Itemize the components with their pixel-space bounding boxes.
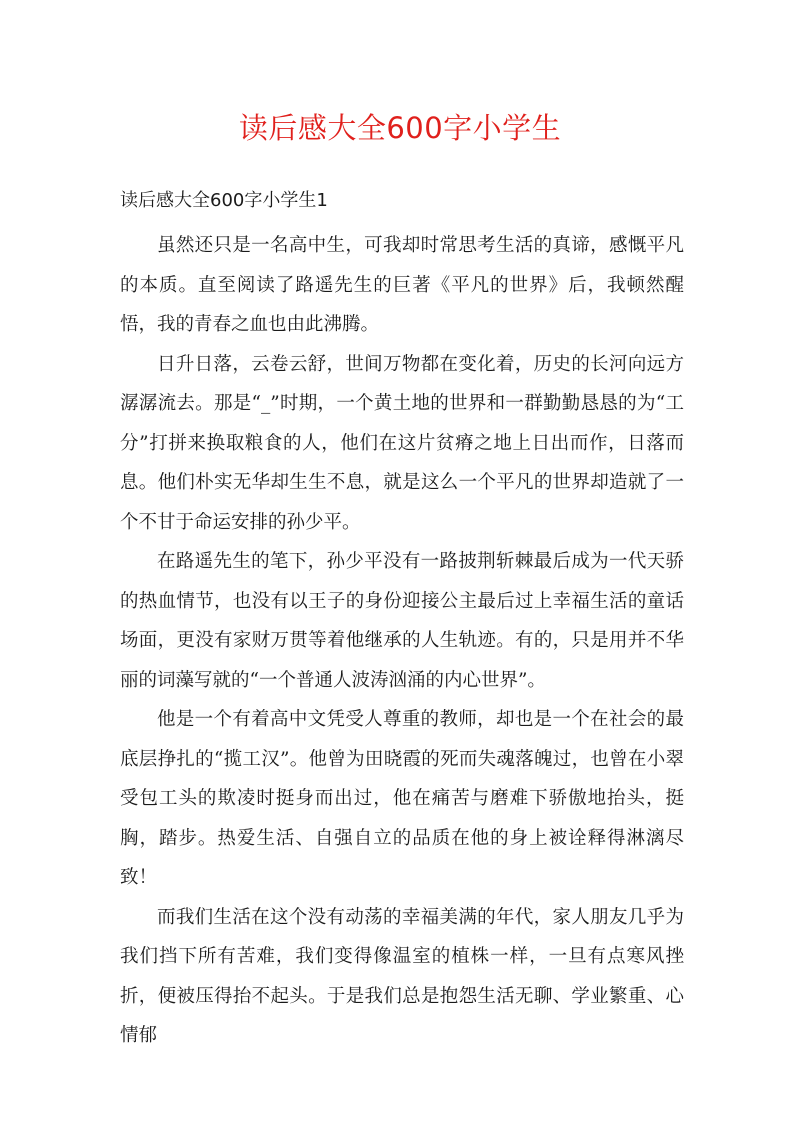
document-title: 读后感大全600字小学生 (238, 111, 562, 145)
paragraph-2: 日升日落，云卷云舒，世间万物都在变化着，历史的长河向远方潺潺流去。那是“_”时期，一个黄土地的世界和一群勤勤恳恳的为“工分”打拼来换取粮食的人，他们在这片贫瘠之地上日出而作，日落而息。他们朴实无华却生生不息，就是这么一个平凡的世界却造就了一个不甘于命运安排的孙少平。 (120, 353, 684, 533)
paragraph-3: 在路遥先生的笔下，孙少平没有一路披荆斩棘最后成为一代天骄的热血情节，也没有以王子的身份迎接公主最后过上幸福生活的童话场面，更没有家财万贯等着他继承的人生轨迹。有的，只是用并不华丽的词藻写就的“一个普通人波涛汹涌的内心世界”。 (120, 551, 684, 691)
section-heading: 读后感大全600字小学生1 (120, 190, 328, 211)
document-body (120, 186, 684, 1056)
paragraph-5: 而我们生活在这个没有动荡的幸福美满的年代，家人朋友几乎为我们挡下所有苦难，我们变得像温室的植株一样，一旦有点寒风挫折，便被压得抬不起头。于是我们总是抱怨生活无聊、学业繁重、心情郁 (120, 906, 684, 1046)
paragraph-1: 虽然还只是一名高中生，可我却时常思考生活的真谛，感慨平凡的本质。直至阅读了路遥先生的巨著《平凡的世界》后，我顿然醒悟，我的青春之血也由此沸腾。 (120, 235, 684, 335)
paragraph-4: 他是一个有着高中文凭受人尊重的教师，却也是一个在社会的最底层挣扎的“揽工汉”。他曾为田晓霞的死而失魂落魄过，也曾在小翠受包工头的欺凌时挺身而出过，他在痛苦与磨难下骄傲地抬头，挺胸，踏步。热爱生活、自强自立的品质在他的身上被诠释得淋漓尽致！ (120, 709, 684, 888)
